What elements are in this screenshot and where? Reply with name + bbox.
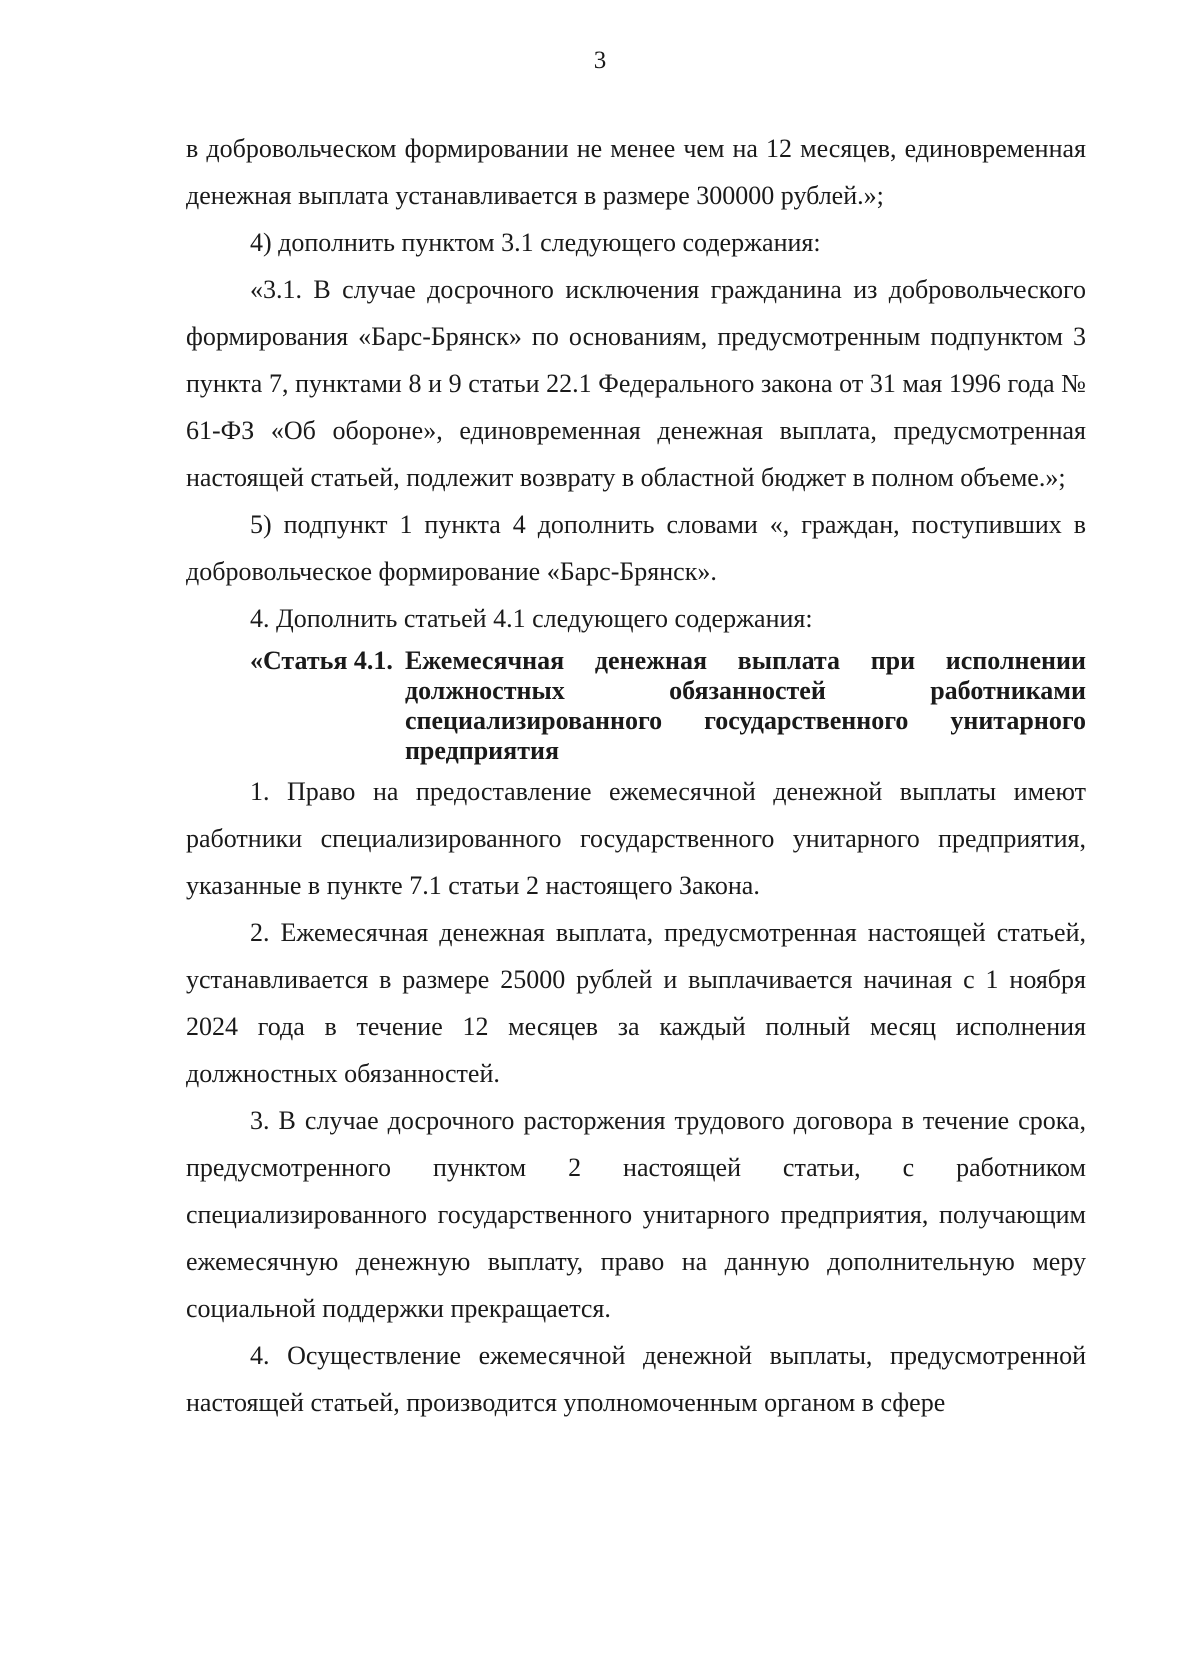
- article-paragraph-1: 1. Право на предоставление ежемесячной денежной выплаты имеют работники специализированного государственного унитарного предприятия, указанные в пункте 7.1 статьи 2 настоящего Закона.: [186, 777, 1086, 900]
- paragraph-item-5: 5) подпункт 1 пункта 4 дополнить словами «, граждан, поступивших в добровольческое формирование «Барс-Брянск».: [186, 510, 1086, 586]
- paragraph-item-4: 4) дополнить пунктом 3.1 следующего содержания:: [250, 228, 821, 257]
- article-paragraph-3: 3. В случае досрочного расторжения трудового договора в течение срока, предусмотренного пунктом 2 настоящей статьи, с работником специализированного государственного унитарного предприятия, получающим ежемесячную денежную выплату, право на данную дополнительную меру социальной поддержки прекращается.: [186, 1106, 1086, 1323]
- paragraph-section-4: 4. Дополнить статьей 4.1 следующего содержания:: [250, 604, 813, 633]
- article-paragraph-4: 4. Осуществление ежемесячной денежной выплаты, предусмотренной настоящей статьей, производится уполномоченным органом в сфере: [186, 1341, 1086, 1417]
- article-label: «Статья 4.1.: [250, 646, 393, 675]
- page-number: 3: [593, 47, 607, 74]
- article-paragraph-2: 2. Ежемесячная денежная выплата, предусмотренная настоящей статьей, устанавливается в размере 25000 рублей и выплачивается начиная с 1 ноября 2024 года в течение 12 месяцев за каждый полный месяц исполнения должностных обязанностей.: [186, 918, 1086, 1088]
- paragraph-continuation: в добровольческом формировании не менее чем на 12 месяцев, единовременная денежная выплата устанавливается в размере 300000 рублей.»;: [186, 134, 1086, 210]
- document-body: [186, 125, 1086, 1426]
- article-heading: [250, 646, 1086, 766]
- article-title: Ежемесячная денежная выплата при исполнении должностных обязанностей работниками специализированного государственного унитарного предприятия: [404, 646, 1086, 765]
- paragraph-clause-3-1: «3.1. В случае досрочного исключения гражданина из добровольческого формирования «Барс-Брянск» по основаниям, предусмотренным подпунктом 3 пункта 7, пунктами 8 и 9 статьи 22.1 Федерального закона от 31 мая 1996 года № 61-ФЗ «Об обороне», единовременная денежная выплата, предусмотренная настоящей статьей, подлежит возврату в областной бюджет в полном объеме.»;: [186, 275, 1086, 492]
